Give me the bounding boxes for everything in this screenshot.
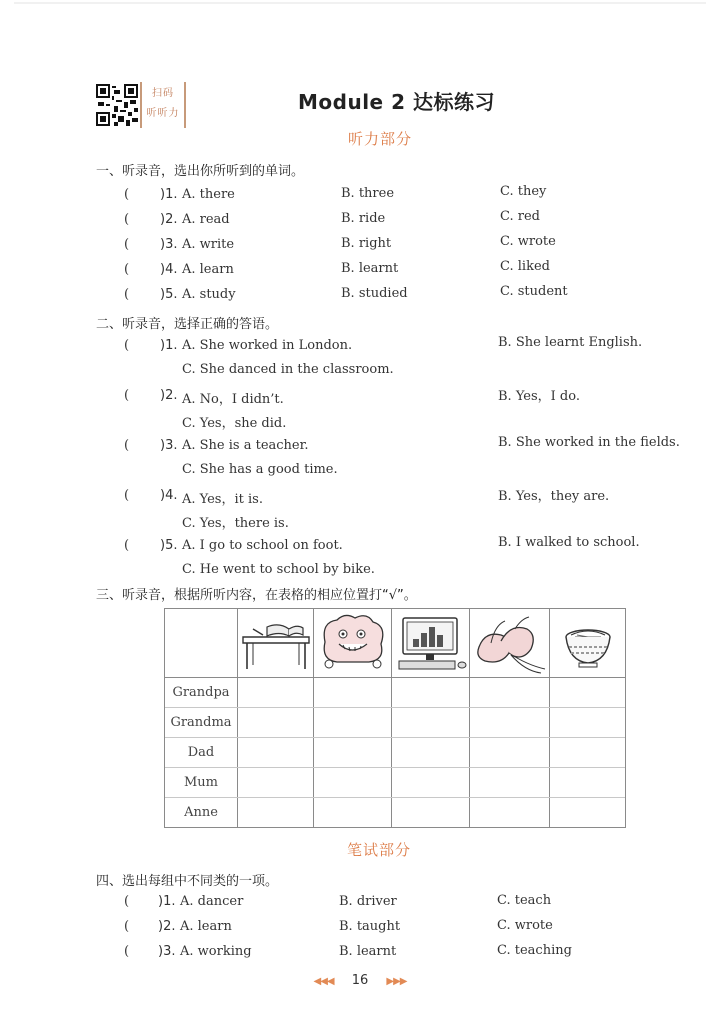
option-a: A. learn: [180, 919, 232, 934]
option-b: B. I walked to school.: [498, 535, 640, 550]
option-c: C. liked: [500, 259, 550, 274]
question-number: )4.: [160, 488, 178, 503]
desk-with-book-icon: [239, 615, 313, 673]
option-a: A. No，I didn’t.: [182, 392, 284, 407]
option-a: A. I go to school on foot.: [182, 538, 343, 553]
option-b: B. driver: [339, 894, 397, 909]
option-c: C. Yes，she did.: [182, 416, 287, 431]
option-c: C. She danced in the classroom.: [182, 362, 394, 377]
table-row-label: Anne: [184, 805, 218, 820]
option-c: C. wrote: [500, 234, 556, 249]
option-a: A. read: [182, 212, 230, 227]
question-number: )2.: [160, 388, 178, 403]
option-c: C. red: [500, 209, 540, 224]
option-a: A. there: [182, 187, 235, 202]
answer-paren[interactable]: (: [124, 488, 130, 503]
option-c: C. Yes，there is.: [182, 516, 289, 531]
answer-paren[interactable]: (: [124, 538, 130, 553]
answer-paren[interactable]: (: [124, 438, 130, 453]
page-left-arrows: ◀◀◀: [313, 976, 334, 987]
option-c: C. wrote: [497, 918, 553, 933]
scan-to-listen-badge[interactable]: [140, 82, 186, 128]
listening-section-heading: 听力部分: [348, 130, 413, 148]
question-number: )1.: [160, 187, 178, 202]
option-c: C. teaching: [497, 943, 572, 958]
option-a: A. learn: [182, 262, 234, 277]
option-b: B. learnt: [339, 944, 397, 959]
option-b: B. three: [341, 186, 395, 201]
question-number: )3.: [158, 944, 176, 959]
option-c: C. teach: [497, 893, 552, 908]
answer-paren[interactable]: (: [124, 237, 130, 252]
page-number: 16: [351, 973, 369, 988]
answer-paren[interactable]: (: [124, 388, 130, 403]
answer-paren[interactable]: (: [124, 894, 130, 909]
answer-paren[interactable]: (: [124, 287, 130, 302]
option-a: A. study: [182, 287, 236, 302]
option-a: A. write: [182, 237, 235, 252]
section2-instruction: 二、听录音，选择正确的答语。: [96, 317, 279, 332]
page-number-footer: [0, 973, 720, 988]
computer-icon: [393, 615, 469, 673]
option-b: B. learnt: [341, 261, 399, 276]
question-number: )5.: [160, 538, 178, 553]
section3-instruction: 三、听录音，根据所听内容，在表格的相应位置打“√”。: [96, 588, 417, 603]
qr-code-icon: [96, 84, 138, 126]
question-number: )2.: [160, 212, 178, 227]
section4-instruction: 四、选出每组中不同类的一项。: [96, 874, 279, 889]
table-row-label: Grandma: [170, 715, 232, 730]
question-number: )3.: [160, 237, 178, 252]
option-c: C. He went to school by bike.: [182, 562, 375, 577]
table-row-label: Dad: [187, 745, 215, 760]
table-row-label: Mum: [183, 775, 218, 790]
option-b: B. She worked in the fields.: [498, 435, 680, 450]
option-b: B. She learnt English.: [498, 335, 643, 350]
answer-paren[interactable]: (: [124, 262, 130, 277]
scan-label-1: 扫码: [152, 88, 174, 99]
answer-paren[interactable]: (: [124, 212, 130, 227]
option-a: A. dancer: [180, 894, 244, 909]
option-b: B. right: [341, 236, 392, 251]
top-rule: [14, 2, 706, 4]
question-number: )3.: [160, 438, 178, 453]
option-b: B. Yes，they are.: [498, 489, 610, 504]
writing-section-heading: 笔试部分: [347, 841, 412, 859]
scan-label-2: 听听力: [146, 108, 180, 119]
question-number: )2.: [158, 919, 176, 934]
table-row-label: Grandpa: [172, 685, 230, 700]
question-number: )4.: [160, 262, 178, 277]
option-c: C. student: [500, 284, 568, 299]
bowl-of-noodles-icon: [551, 617, 625, 673]
question-number: )1.: [160, 338, 178, 353]
section1-instruction: 一、听录音，选出你所听到的单词。: [96, 164, 305, 179]
ballet-shoes-icon: [471, 613, 549, 675]
option-a: A. Yes，it is.: [182, 492, 263, 507]
option-b: B. studied: [341, 286, 408, 301]
question-number: )1.: [158, 894, 176, 909]
listening-tick-table: [164, 608, 626, 828]
option-a: A. working: [180, 944, 252, 959]
option-a: A. She is a teacher.: [182, 438, 309, 453]
question-number: )5.: [160, 287, 178, 302]
option-c: C. She has a good time.: [182, 462, 338, 477]
page-title: Module 2 达标练习: [298, 90, 495, 114]
option-c: C. they: [500, 184, 547, 199]
option-b: B. ride: [341, 211, 386, 226]
answer-paren[interactable]: (: [124, 919, 130, 934]
option-b: B. taught: [339, 919, 401, 934]
answer-paren[interactable]: (: [124, 187, 130, 202]
page-right-arrows: ▶▶▶: [386, 976, 407, 987]
option-b: B. Yes，I do.: [498, 389, 580, 404]
answer-paren[interactable]: (: [124, 338, 130, 353]
option-a: A. She worked in London.: [182, 338, 353, 353]
answer-paren[interactable]: (: [124, 944, 130, 959]
cartoon-monster-icon: [315, 612, 391, 674]
